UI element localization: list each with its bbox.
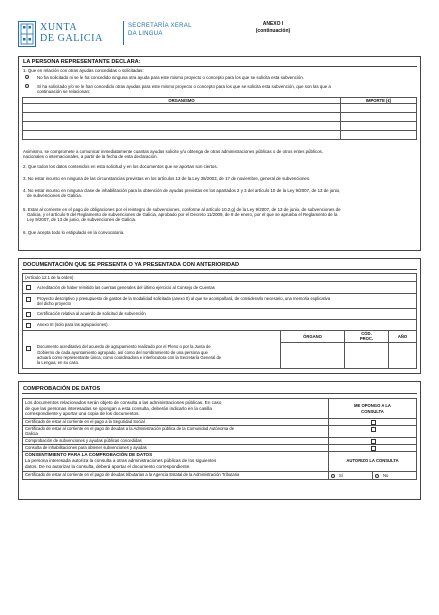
anexo-title-block [228,21,318,35]
doc-label-5-line-2: Gobierno de cada ayuntamiento agrupado, así como del nombramiento de una persona que [37,349,208,355]
table-row [23,104,417,113]
document-header [18,17,428,51]
documentation-title-rule [22,269,417,270]
doc-row-2 [23,294,417,309]
doc-label-5-line-3: actuará como representante única, como coordinadora e interlocutora con la Secretaría General de [37,354,222,360]
check-row-4-label: Consulta de inhabilitaciones para obtener subvenciones y ayudas [23,444,329,451]
logo-line-2: DE GALICIA [40,32,103,44]
col-cod-line-1: CÓD. [361,331,372,336]
importe-input-3[interactable] [341,122,417,131]
doc-label-1: Acreditación de haber remitido las cuentas generales del último ejercicio al Consejo de Cuentas [37,284,215,290]
check-row-1-cell [329,419,417,426]
doc-row-5 [23,342,281,368]
autorizo-no-label: No [383,472,389,478]
declaration-title-rule [22,66,417,67]
anexo-title: ANEXO I [262,21,284,27]
intro-line-2: de que las personas interesadas se opongan a esta consulta, deberán indicarlo en la casilla [25,405,212,411]
option-si-ayudas-label-1: Sí ha solicitado y/o se le han concedido otras ayudas para este mismo proyecto o concepto para los que se solicita esta subvención, que son las que a [37,84,331,89]
ayudas-table [22,97,417,140]
autorizo-no-cell [373,471,417,479]
oponer-checkbox-2[interactable] [371,427,376,432]
consent-line-2: datos. De no autorizar la consulta, deberá aportar el documento correspondiente. [25,463,191,469]
data-check-table [22,398,417,480]
cod-proc-input[interactable] [345,342,389,368]
doc-checkbox-1[interactable] [26,285,31,290]
table-row [23,444,417,451]
table-row [23,451,417,471]
radio-no-ayudas[interactable] [25,75,29,79]
table-row [23,131,417,140]
anexo-subtitle: (continuación) [255,28,291,34]
table-row [23,342,417,368]
check-row-1-label: Certificado de estar al corriente en el pago a la Seguridad Social [23,419,329,426]
table-row [23,419,417,426]
col-organismo: ORGANISMO [23,98,341,104]
option-no-ayudas-label: No ha solicitado ni se le ha concedido ninguna otra ayuda para este mismo proyecto o concepto para los que se solicita esta subvención. [37,75,305,80]
declaration-item-5-line-2: Galicia, y el artículo 9 del Reglamento de subvenciones de Galicia, aprobado por el Decreto 11/2009, de 8 de enero, por el que se aprueba el Reglamento de la [27,212,338,217]
declaration-item-4-line-2: de subvenciones de Galicia. [27,193,82,198]
compromiso-line-2: nacionales o internacionales, a partir de la fecha de esta declaración. [23,154,158,159]
articulo-note: (Artículo 12.1 de la orden) [23,274,417,282]
col-importe: IMPORTE (€) [341,98,417,104]
declaration-item-4-line-1: 4. No estar incurso en ninguna clase de inhabilitación para la obtención de ayudas previstas en los apartados 2 y 3 del artículo 10 de la Ley 9/2007, de 13 de junio, [23,188,341,193]
autorizo-si-label: Sí [339,472,343,478]
check-row-2-label [23,426,329,438]
doc-label-2-line-2: del dicho proyecto [37,301,71,306]
ano-input[interactable] [389,342,417,368]
table-row [23,309,417,320]
col-autorizo: AUTORIZO LA CONSULTA [329,451,417,471]
doc-label-4: Anexo III (solo para las agrupaciones). [37,322,109,328]
organismo-input-3[interactable] [23,122,341,131]
doc-header-spacer [23,331,281,343]
logo-divider [123,21,124,45]
logo-line-1: XUNTA [40,22,78,33]
doc-label-5-line-4: la Lengua, en su caso. [37,360,80,365]
option-si-ayudas-label-2: continuación se relacionan: [37,89,91,94]
doc-checkbox-3[interactable] [26,312,31,317]
declaration-item-1: 1. Que en relación con otras ayudas concedidas o solicitadas: [23,68,144,73]
consent-line-1: La persona interesada autoriza la consulta a otras administraciones públicas de los siguientes [25,458,217,464]
check-row-3-label: Comprobación de subvenciones y ayudas públicas concedidas [23,437,329,444]
table-row [23,437,417,444]
col-me-opongo-line-1: ME OPONGO A LA [354,403,391,409]
xunta-emblem-icon [18,21,36,47]
table-row [23,113,417,122]
declaration-item-3: 3. No estar incurso en ninguna de las circunstancias previstas en los artículos 13 de la Ley 38/2003, de 17 de noviembre, general de subvenciones. [23,176,311,181]
importe-input-1[interactable] [341,104,417,113]
doc-row-1 [23,282,417,294]
xunta-logo [18,21,118,47]
col-me-opongo [329,399,417,419]
doc-label-3: Certificación relativa al acuerdo de solicitud de subvención [37,311,146,317]
autorizo-no-radio[interactable] [375,474,379,478]
table-row [23,331,417,343]
organo-input[interactable] [281,342,345,368]
declaration-item-5-line-3: Ley 9/2007, de 13 de junio, de subvenciones de Galicia. [27,217,137,222]
check-row-2-line-2: Galicia [25,431,38,437]
importe-input-4[interactable] [341,131,417,140]
documentation-title: DOCUMENTACIÓN QUE SE PRESENTA O YA PRESENTADA CON ANTERIORIDAD [23,262,240,268]
data-check-title-rule [22,393,417,394]
consent-title: CONSENTIMIENTO PARA LA COMPROBACIÓN DE DATOS [25,452,153,458]
consent-cell [23,451,329,471]
table-row [23,399,417,419]
organismo-input-4[interactable] [23,131,341,140]
col-me-opongo-line-2: CONSULTA [361,408,384,414]
col-cod-proc [345,331,389,343]
check-row-2-line-1: Certificado de estar al corriente en el pago de deudas a la Administración pública de la Comunidad Autónoma de [25,426,235,431]
check-row-4-cell [329,444,417,451]
declaration-section [18,56,421,251]
doc-row-4 [23,320,417,331]
table-row [23,282,417,294]
documentation-section [18,258,421,374]
col-ano: AÑO [389,331,417,343]
secretaria-line-2: DA LINGUA [128,30,163,37]
intro-line-3: correspondiente y aportar una copia de los documentos. [25,411,140,417]
table-row [23,426,417,438]
autorizo-si-cell [329,471,373,479]
compromiso-line-1: Asimismo, se compromete a comunicar inmediatamente cuantas ayudas solicite y/u obtenga de otras administraciones públicas o de otros entes públicos, [23,149,323,154]
declaration-item-5-line-1: 5. Estar al corriente en el pago de obligaciones por el reintegro de subvenciones, conforme al artículo 10.2.g) de la Ley 9/2007, de 13 de junio, de subvenciones de [23,207,341,212]
declaration-title: LA PERSONA REPRESENTANTE DECLARA: [23,59,141,65]
declaration-item-2: 2. Que todos los datos contenidos en esta solicitud y en los documentos que se aportan son ciertos. [23,164,218,169]
doc-label-2-line-1: Proyecto descriptivo y presupuesto de gastos de la modalidad solicitada (anexo II) al que se acompañará, de considerarlo necesario, una memoria explicativa [37,295,331,301]
intro-line-1: Los documentos relacionados serán objeto de consulta a las administraciones públicas. En caso [25,399,222,405]
table-row [23,274,417,282]
doc-checkbox-5[interactable] [26,346,31,351]
doc-checkbox-2[interactable] [26,297,31,302]
radio-si-ayudas[interactable] [25,84,29,88]
table-row [23,320,417,331]
table-row [23,471,417,479]
check-row-2-cell [329,426,417,438]
intro-cell [23,399,329,419]
autorizo-si-radio[interactable] [331,474,335,478]
documentation-table [22,273,417,369]
check-row-5-label: Certificado de estar al corriente en el pago de deudas tributarias a la Agencia Estatal de la Administración Tributaria [23,471,329,479]
check-row-3-cell [329,437,417,444]
data-check-title: COMPROBACIÓN DE DATOS [23,386,101,392]
organismo-input-1[interactable] [23,104,341,113]
col-cod-line-2: PROC. [359,336,374,342]
col-organo: ÓRGANO [281,331,345,343]
doc-label-5-line-1: Documento acreditativo del acuerdo de agrupamiento realizado por el Pleno o por la Junta de [37,344,211,350]
oponer-checkbox-4[interactable] [371,446,376,451]
secretaria-line-1: SECRETARÍA XERAL [128,23,192,29]
declaration-item-6: 6. Que acepta todo lo estipulado en la convocatoria. [23,230,125,235]
oponer-checkbox-1[interactable] [371,420,376,425]
doc-checkbox-4[interactable] [26,323,31,328]
data-check-section [18,381,421,500]
table-row [23,122,417,131]
organismo-input-2[interactable] [23,113,341,122]
oponer-checkbox-3[interactable] [371,439,376,444]
logo-text [40,23,103,44]
secretaria-label [128,23,192,38]
importe-input-2[interactable] [341,113,417,122]
table-row [23,294,417,309]
doc-row-3 [23,309,417,320]
